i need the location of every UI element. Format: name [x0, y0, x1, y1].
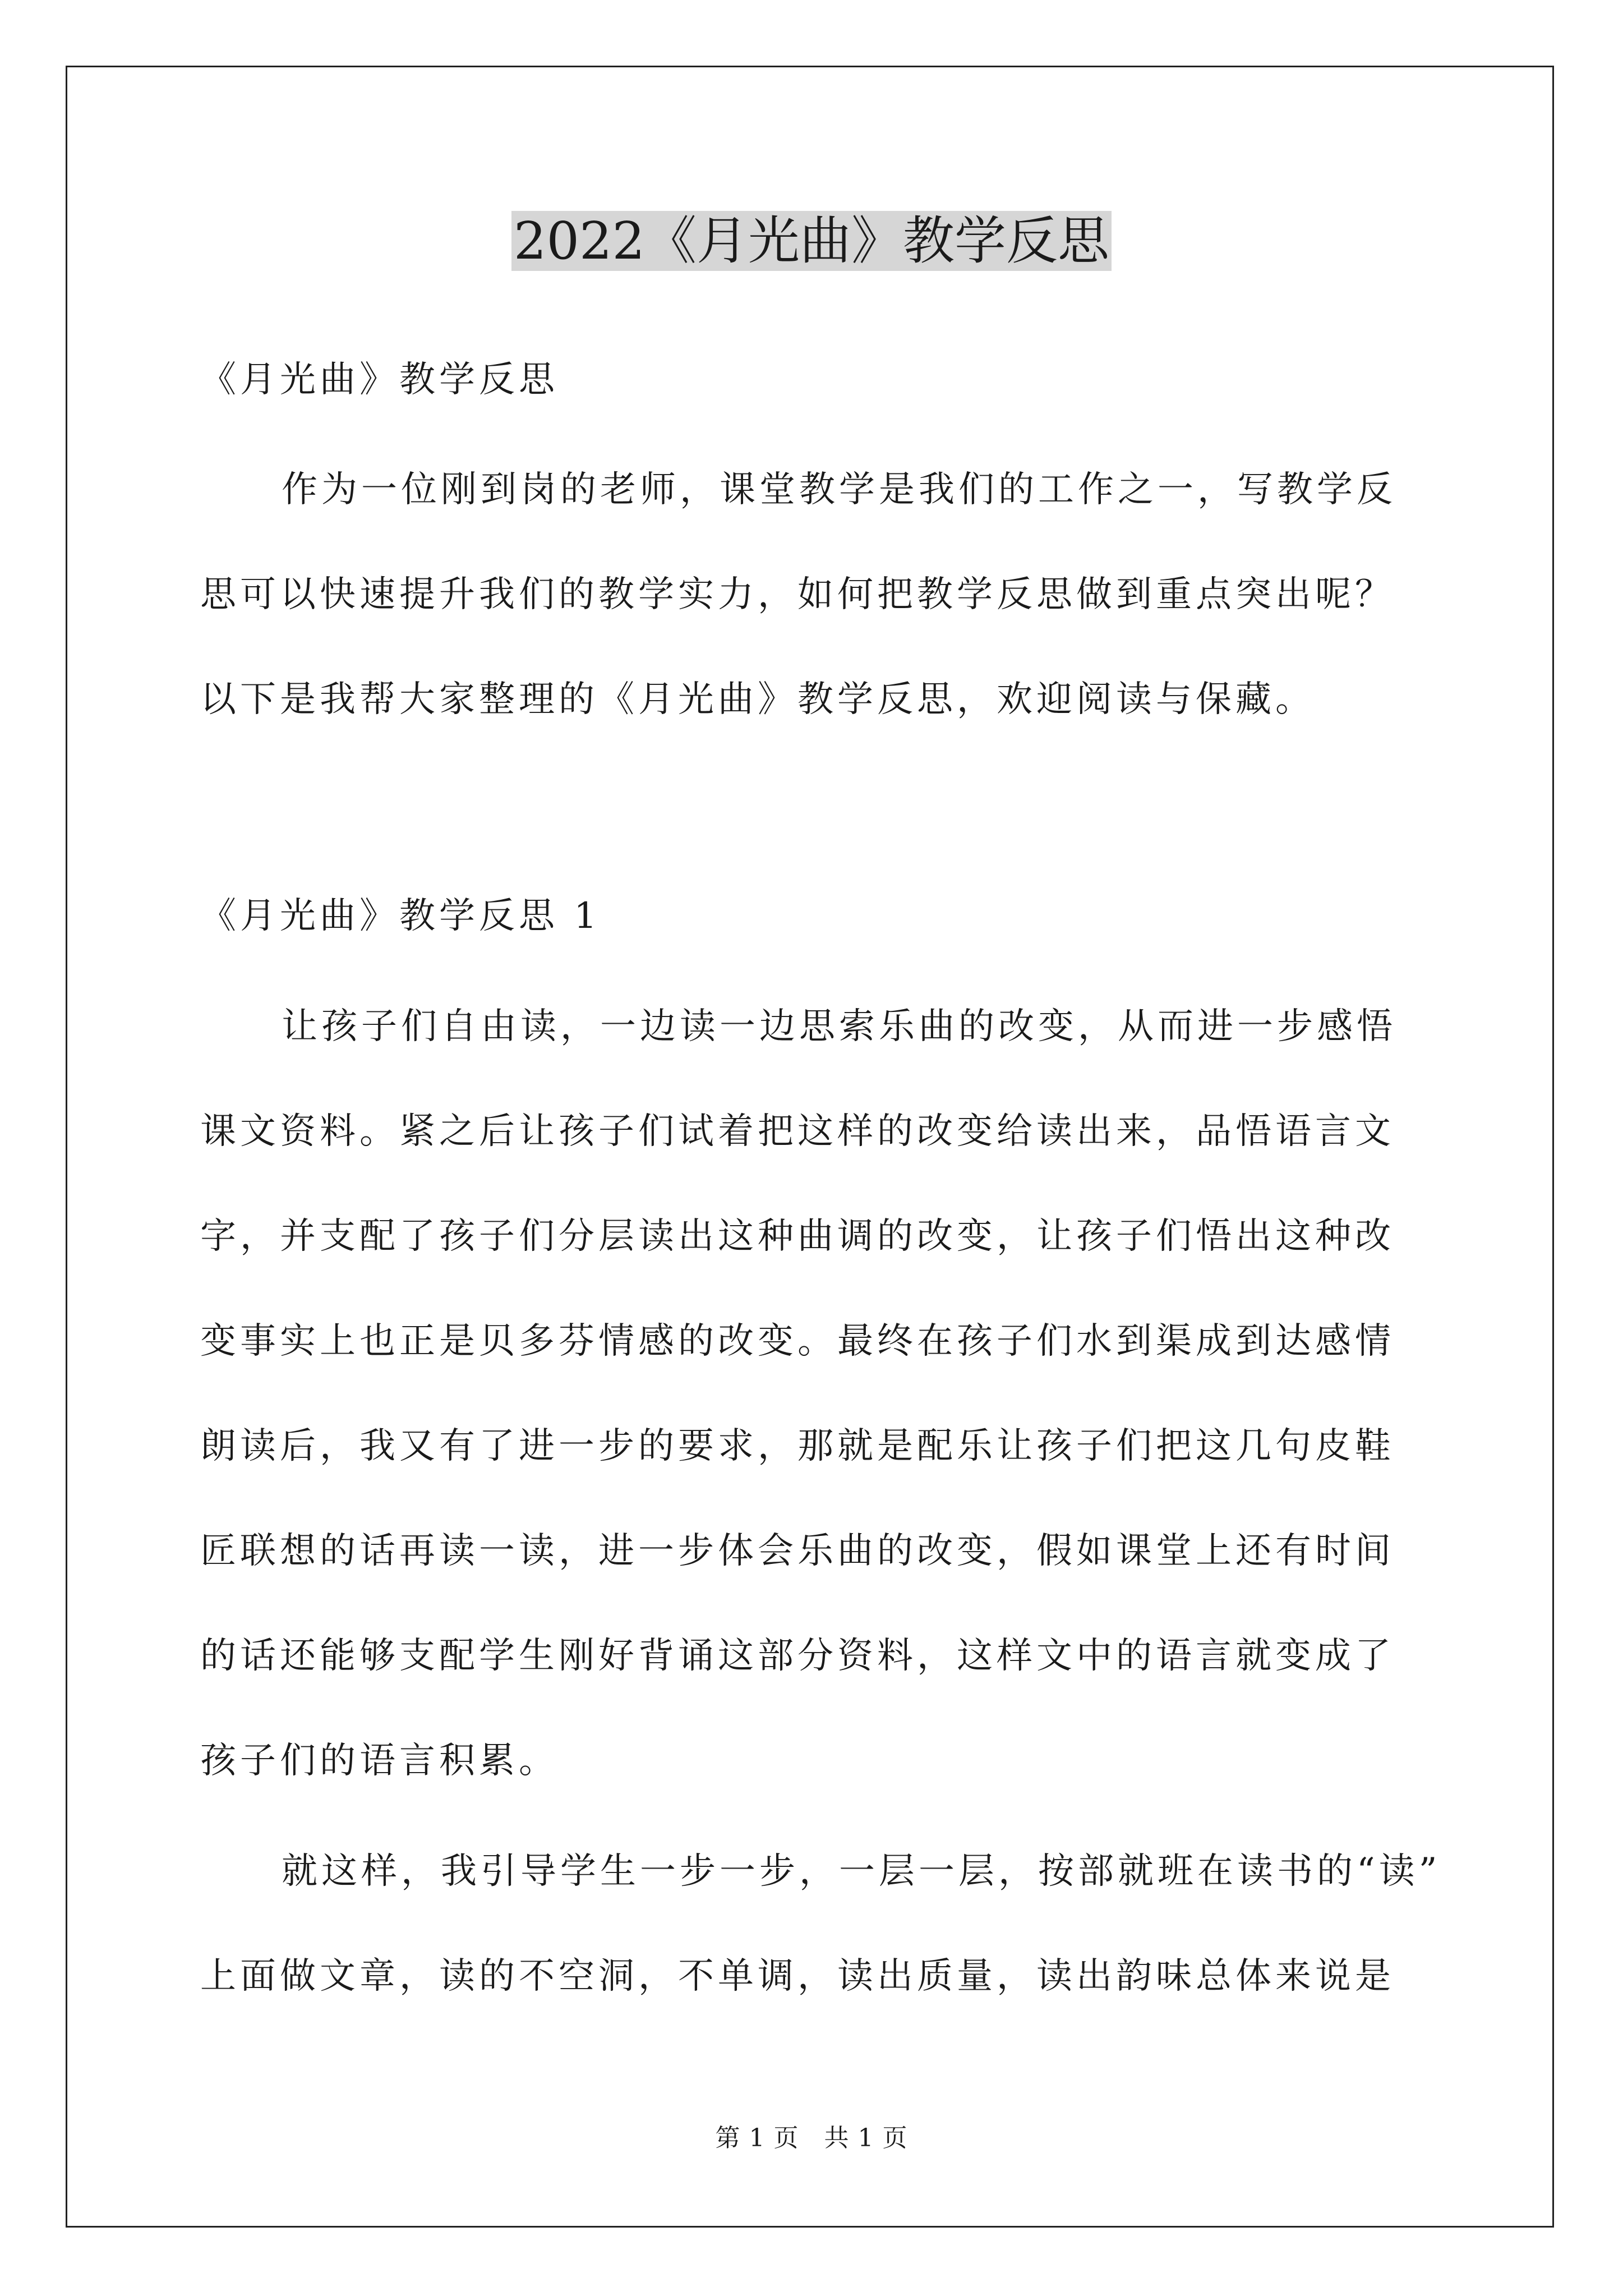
- intro-line-2: 思可以快速提升我们的教学实力，如何把教学反思做到重点突出呢？: [200, 574, 1395, 615]
- paragraph1-line-7: 的话还能够支配学生刚好背诵这部分资料，这样文中的语言就变成了: [200, 1635, 1395, 1677]
- document-title: [0, 202, 1623, 280]
- paragraph1-line-6: 匠联想的话再读一读，进一步体会乐曲的改变，假如课堂上还有时间: [200, 1530, 1395, 1572]
- paragraph1-line-8: 孩子们的语言积累。: [200, 1740, 559, 1782]
- paragraph2-line-2: 上面做文章，读的不空洞，不单调，读出质量，读出韵味总体来说是: [200, 1955, 1395, 1997]
- paragraph1-line-1: 让孩子们自由读，一边读一边思索乐曲的改变，从而进一步感悟: [282, 1006, 1396, 1047]
- section-heading: 《月光曲》教学反思 1: [200, 895, 601, 937]
- subtitle: 《月光曲》教学反思: [200, 359, 559, 401]
- intro-line-1: 作为一位刚到岗的老师，课堂教学是我们的工作之一，写教学反: [282, 469, 1396, 510]
- paragraph1-line-2: 课文资料。紧之后让孩子们试着把这样的改变给读出来，品悟语言文: [200, 1111, 1395, 1152]
- paragraph1-line-5: 朗读后，我又有了进一步的要求，那就是配乐让孩子们把这几句皮鞋: [200, 1425, 1395, 1467]
- intro-line-3: 以下是我帮大家整理的《月光曲》教学反思，欢迎阅读与保藏。: [200, 679, 1315, 720]
- paragraph2-line-1: 就这样，我引导学生一步一步，一层一层，按部就班在读书的“读”: [282, 1851, 1441, 1892]
- document-title-text: 2022《月光曲》教学反思: [511, 211, 1112, 271]
- page-footer: 第 1 页 共 1 页: [715, 2124, 908, 2152]
- paragraph1-line-4: 变事实上也正是贝多芬情感的改变。最终在孩子们水到渠成到达感情: [200, 1320, 1395, 1362]
- paragraph1-line-3: 字，并支配了孩子们分层读出这种曲调的改变，让孩子们悟出这种改: [200, 1216, 1395, 1257]
